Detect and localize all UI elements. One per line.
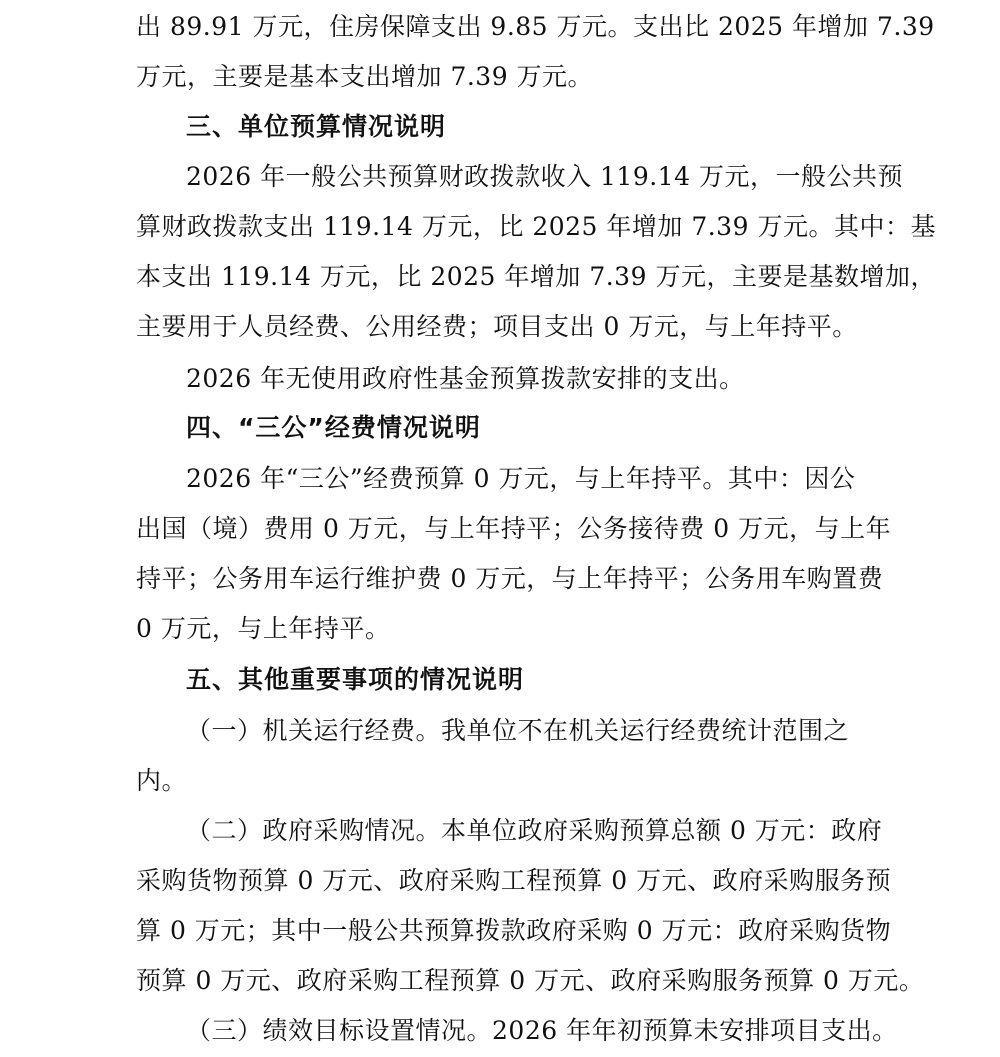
paragraph-line: 万元，主要是基本支出增加 7.39 万元。 xyxy=(136,62,594,91)
paragraph-line: 持平；公务用车运行维护费 0 万元，与上年持平；公务用车购置费 xyxy=(136,564,884,593)
paragraph-line: （二）政府采购情况。本单位政府采购预算总额 0 万元：政府 xyxy=(186,816,883,845)
paragraph-line: 2026 年无使用政府性基金预算拨款安排的支出。 xyxy=(186,364,745,393)
paragraph-line: 预算 0 万元、政府采购工程预算 0 万元、政府采购服务预算 0 万元。 xyxy=(136,966,925,995)
paragraph-line: 2026 年“三公”经费预算 0 万元，与上年持平。其中：因公 xyxy=(186,464,856,493)
paragraph-line: 本支出 119.14 万元，比 2025 年增加 7.39 万元，主要是基数增加， xyxy=(136,262,936,291)
paragraph-line: （三）绩效目标设置情况。2026 年年初预算未安排项目支出。 xyxy=(186,1016,898,1045)
section-heading-5: 五、其他重要事项的情况说明 xyxy=(186,665,525,694)
paragraph-line: 算财政拨款支出 119.14 万元，比 2025 年增加 7.39 万元。其中：基 xyxy=(136,212,936,241)
paragraph-line: 0 万元，与上年持平。 xyxy=(136,614,391,643)
paragraph-line: 主要用于人员经费、公用经费；项目支出 0 万元，与上年持平。 xyxy=(136,312,858,341)
paragraph-line: 出国（境）费用 0 万元，与上年持平；公务接待费 0 万元，与上年 xyxy=(136,514,892,543)
paragraph-line: 出 89.91 万元，住房保障支出 9.85 万元。支出比 2025 年增加 7.39 xyxy=(136,12,935,41)
paragraph-line: 算 0 万元；其中一般公共预算拨款政府采购 0 万元：政府采购货物 xyxy=(136,916,892,945)
section-heading-4: 四、“三公”经费情况说明 xyxy=(186,413,481,442)
paragraph-line: 采购货物预算 0 万元、政府采购工程预算 0 万元、政府采购服务预 xyxy=(136,866,892,895)
paragraph-line: 2026 年一般公共预算财政拨款收入 119.14 万元，一般公共预 xyxy=(186,162,903,191)
section-heading-3: 三、单位预算情况说明 xyxy=(186,112,447,141)
paragraph-line: 内。 xyxy=(136,766,188,795)
paragraph-line: （一）机关运行经费。我单位不在机关运行经费统计范围之 xyxy=(186,716,850,745)
